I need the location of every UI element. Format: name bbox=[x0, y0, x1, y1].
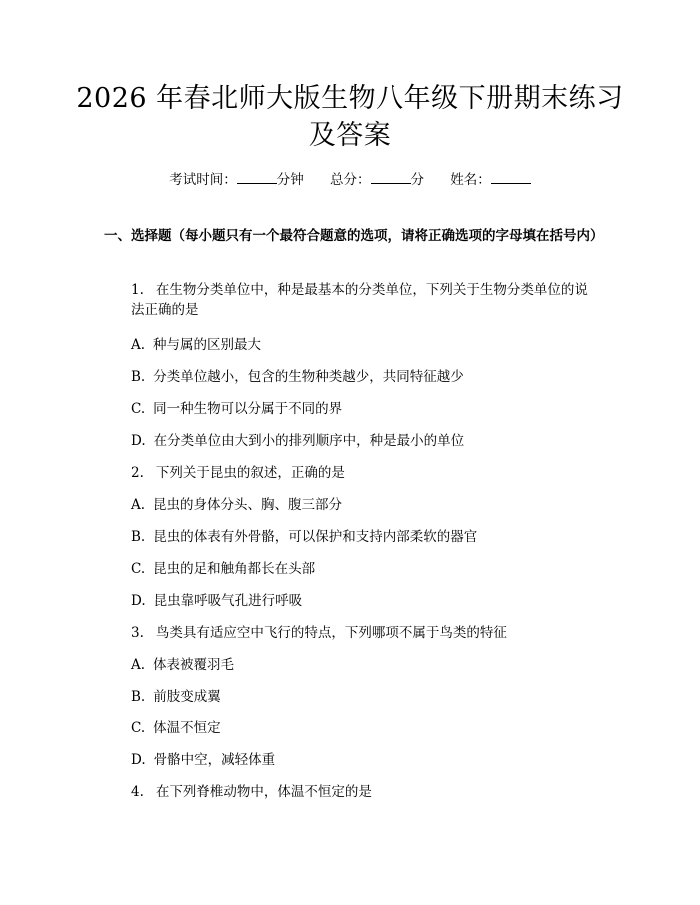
option-text: 前肢变成翼 bbox=[153, 689, 221, 705]
option-letter: A. bbox=[131, 497, 146, 513]
option-text: 昆虫的身体分头、胸、腹三部分 bbox=[153, 497, 343, 513]
option-letter: C. bbox=[131, 401, 146, 417]
question-text: 在生物分类单位中，种是最基本的分类单位，下列关于生物分类单位的说法正确的是 bbox=[131, 282, 588, 318]
total-score-blank bbox=[371, 172, 411, 184]
option-letter: B. bbox=[131, 369, 146, 385]
question-number: 3. bbox=[131, 625, 144, 641]
option-letter: D. bbox=[131, 752, 146, 768]
option-text: 昆虫的体表有外骨骼，可以保护和支持内部柔软的器官 bbox=[153, 529, 478, 545]
option-letter: D. bbox=[131, 433, 146, 449]
question-2 bbox=[131, 463, 601, 483]
exam-time-label: 考试时间： bbox=[169, 172, 237, 188]
question-number: 2. bbox=[131, 465, 144, 481]
question-3-option-b bbox=[131, 687, 221, 707]
option-letter: A. bbox=[131, 337, 146, 353]
question-text: 下列关于昆虫的叙述，正确的是 bbox=[155, 465, 345, 481]
option-letter: D. bbox=[131, 593, 146, 609]
question-text: 在下列脊椎动物中，体温不恒定的是 bbox=[155, 784, 372, 800]
option-text: 在分类单位由大到小的排列顺序中，种是最小的单位 bbox=[153, 433, 465, 449]
total-score-field bbox=[330, 168, 424, 188]
question-4 bbox=[131, 782, 601, 802]
section-heading-choice: 一、选择题（每小题只有一个最符合题意的选项，请将正确选项的字母填在括号内） bbox=[104, 228, 604, 244]
question-number: 4. bbox=[131, 784, 144, 800]
question-1-option-b bbox=[131, 367, 464, 387]
option-letter: B. bbox=[131, 689, 146, 705]
option-text: 骨骼中空，减轻体重 bbox=[153, 752, 276, 768]
question-1-option-d bbox=[131, 431, 464, 451]
question-3-option-c bbox=[131, 718, 221, 738]
question-2-option-a bbox=[131, 495, 342, 515]
name-label: 姓名： bbox=[450, 172, 491, 188]
question-2-option-c bbox=[131, 559, 315, 579]
option-letter: A. bbox=[131, 657, 146, 673]
question-1 bbox=[131, 280, 601, 320]
name-field bbox=[450, 168, 531, 188]
question-text: 鸟类具有适应空中飞行的特点，下列哪项不属于鸟类的特征 bbox=[155, 625, 507, 641]
exam-time-blank bbox=[237, 172, 277, 184]
option-text: 分类单位越小，包含的生物种类越少，共同特征越少 bbox=[153, 369, 464, 385]
question-1-option-c bbox=[131, 399, 342, 419]
total-score-unit: 分 bbox=[410, 172, 424, 188]
page-title bbox=[60, 80, 640, 154]
question-3-option-d bbox=[131, 750, 275, 770]
question-3-option-a bbox=[131, 655, 234, 675]
question-2-option-b bbox=[131, 527, 477, 547]
option-letter: B. bbox=[131, 529, 146, 545]
question-1-option-a bbox=[131, 335, 261, 355]
question-3 bbox=[131, 623, 601, 643]
exam-time-unit: 分钟 bbox=[276, 172, 304, 188]
option-letter: C. bbox=[131, 720, 146, 736]
title-line-1: 2026 年春北师大版生物八年级下册期末练习 bbox=[76, 83, 624, 114]
question-2-option-d bbox=[131, 591, 302, 611]
option-text: 种与属的区别最大 bbox=[153, 337, 262, 353]
option-text: 昆虫靠呼吸气孔进行呼吸 bbox=[153, 593, 303, 609]
option-text: 体温不恒定 bbox=[153, 720, 221, 736]
option-text: 体表被覆羽毛 bbox=[153, 657, 235, 673]
title-line-2: 及答案 bbox=[308, 120, 392, 151]
name-blank bbox=[491, 172, 531, 184]
total-score-label: 总分： bbox=[330, 172, 371, 188]
option-text: 同一种生物可以分属于不同的界 bbox=[153, 401, 343, 417]
exam-info-line bbox=[0, 168, 700, 188]
option-text: 昆虫的足和触角都长在头部 bbox=[153, 561, 316, 577]
option-letter: C. bbox=[131, 561, 146, 577]
question-number: 1. bbox=[131, 282, 144, 298]
exam-time-field bbox=[169, 168, 304, 188]
